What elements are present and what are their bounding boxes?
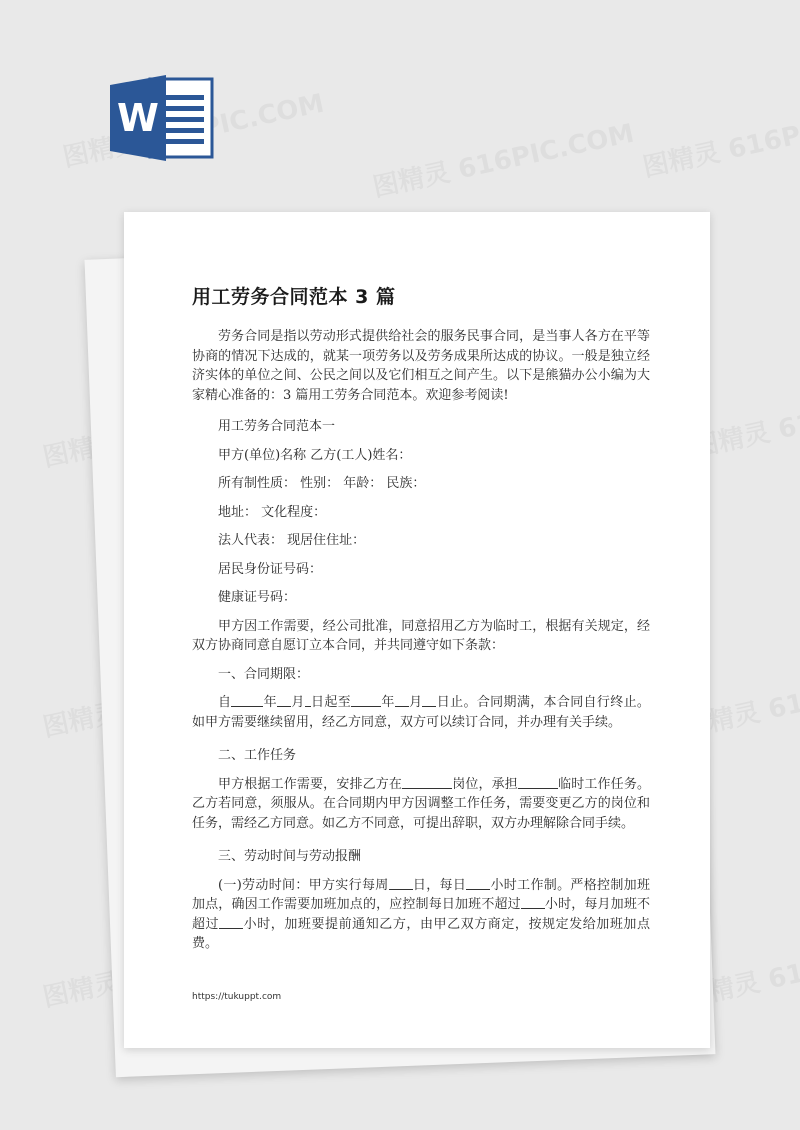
section-3-heading: 三、劳动时间与劳动报酬 [218, 849, 362, 864]
blank-field [422, 693, 436, 707]
document-title: 用工劳务合同范本 3 篇 [192, 286, 396, 308]
section-2-paragraph: 甲方根据工作需要，安排乙方在 岗位，承担 临时工作任务。乙方若同意，须服从。在合同期内甲方因调整工作任务，需要变更乙方的岗位和任务，需经乙方同意。如乙方不同意，可提出辞职，双方办理解除合同手续。 [192, 776, 650, 831]
blank-field [521, 895, 545, 909]
field-ownership: 所有制性质： 性别： 年龄： 民族： [218, 476, 426, 491]
footer-url: https://tukuppt.com [192, 992, 282, 1002]
blank-field [351, 693, 381, 707]
blank-field [277, 693, 291, 707]
word-logo-icon [110, 75, 216, 161]
section-3-paragraph: (一)劳动时间：甲方实行每周 日，每日 小时工作制。严格控制加班加点，确因工作需要加班加点的，应控制每日加班不超过 小时，每月加班不超过 小时，加班要提前通知乙方，由甲乙双方商定，按规定发给加班加点费。 [192, 877, 650, 951]
section-1-paragraph: 自 年 月 日起至 年 月 日止。合同期满，本合同自行终止。如甲方需要继续留用，经乙方同意，双方可以续订合同，并办理有关手续。 [192, 695, 650, 730]
field-address: 地址： 文化程度： [218, 504, 327, 520]
blank-field [395, 693, 409, 707]
field-id-number: 居民身份证号码： [218, 561, 323, 577]
field-party-names: 甲方(单位)名称 乙方(工人)姓名： [218, 447, 412, 463]
watermark [639, 93, 800, 185]
word-logo-letter: W [117, 96, 159, 140]
field-health-cert: 健康证号码： [218, 590, 297, 605]
field-legal-rep: 法人代表： 现居住住址： [218, 533, 366, 548]
blank-field [518, 775, 558, 789]
section-1-heading: 一、合同期限： [218, 666, 310, 682]
document-page [124, 212, 710, 1048]
intro-paragraph: 劳务合同是指以劳动形式提供给社会的服务民事合同，是当事人各方在平等协商的情况下达成的，就某一项劳务以及劳务成果所达成的协议。一般是独立经济实体的单位之间、公民之间以及它们相互之间产生。以下是熊猫办公小编为大家精心准备的：3 篇用工劳务合同范本。欢迎参考阅读! [192, 329, 650, 403]
document-body [192, 327, 650, 954]
contract-heading: 用工劳务合同范本一 [218, 419, 336, 434]
blank-field [466, 876, 490, 890]
blank-field [231, 693, 263, 707]
preamble-paragraph: 甲方因工作需要，经公司批准，同意招用乙方为临时工，根据有关规定，经双方协商同意自愿订立本合同，并共同遵守如下条款： [192, 618, 650, 653]
blank-field [219, 915, 243, 929]
section-2-heading: 二、工作任务 [218, 748, 297, 763]
blank-field [389, 876, 413, 890]
watermark [369, 113, 637, 205]
blank-field [402, 775, 452, 789]
